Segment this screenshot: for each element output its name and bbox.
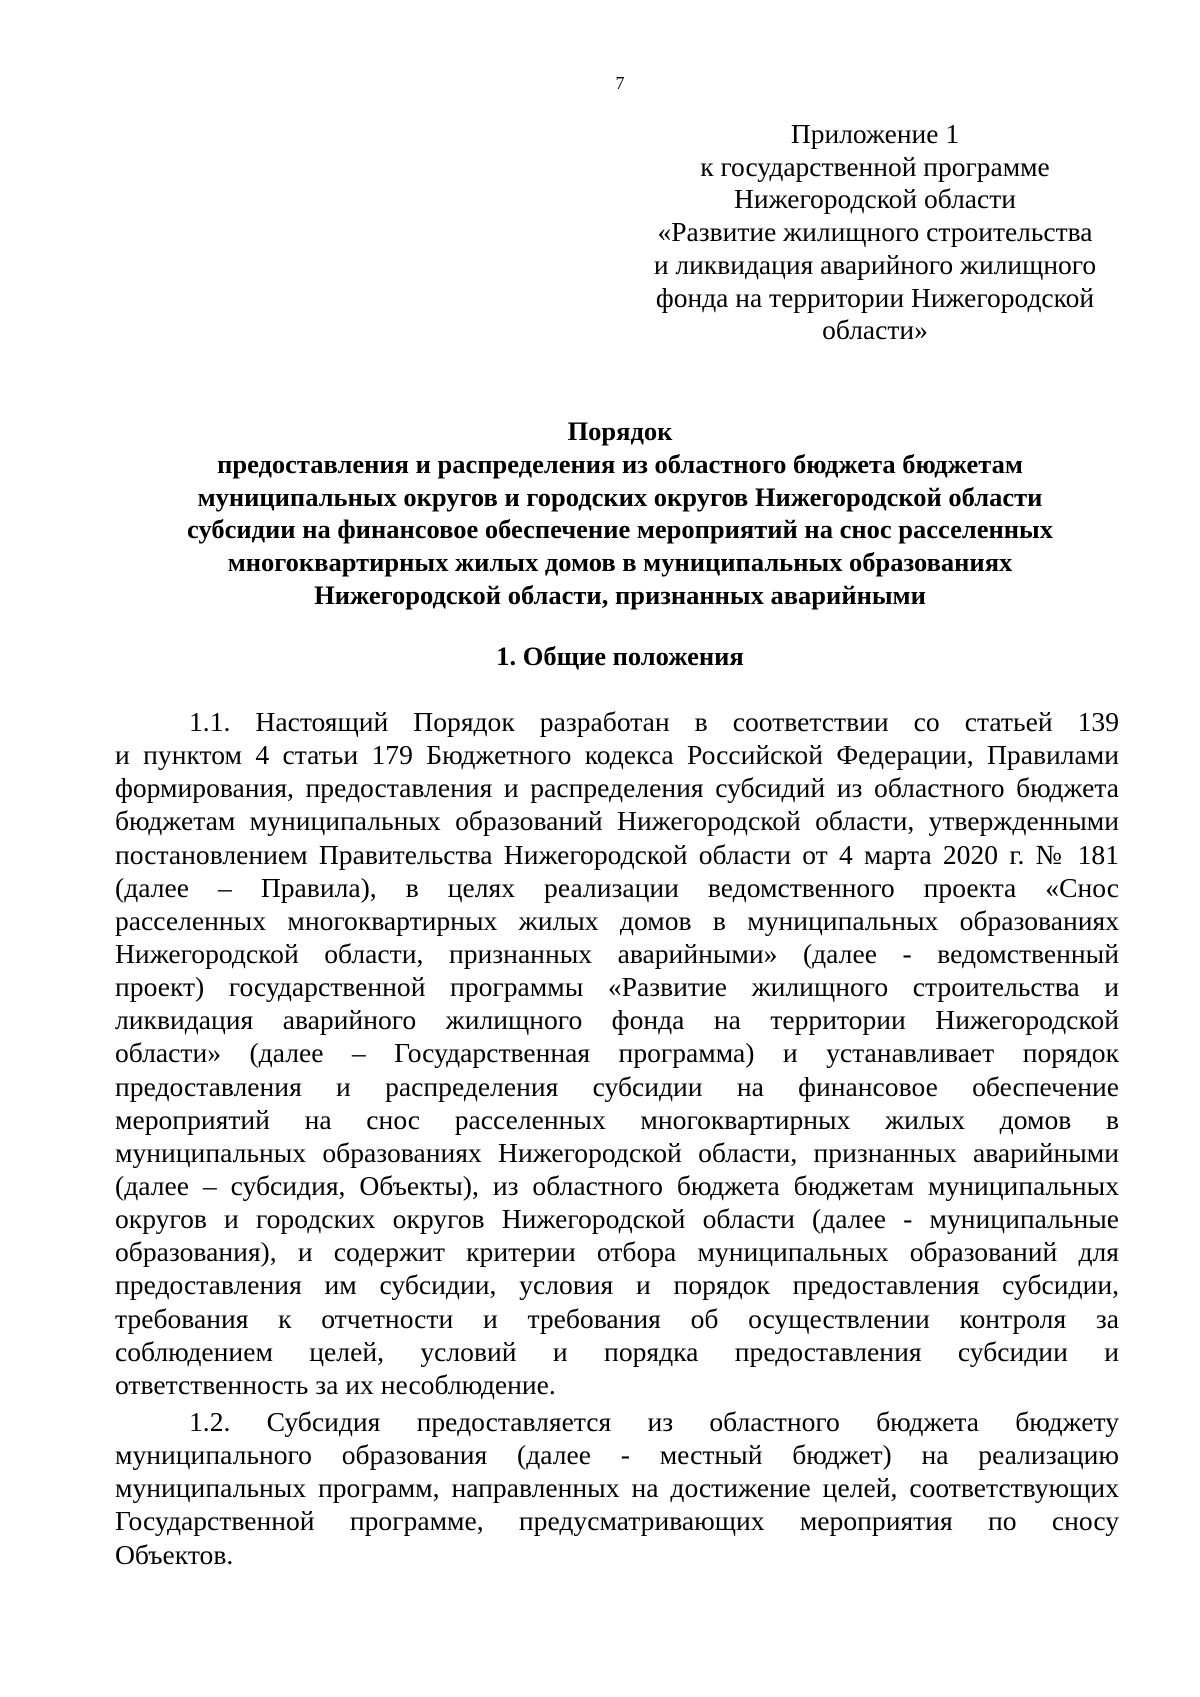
text-line: области» (далее – Государственная программа) и устанавливает порядок bbox=[115, 1037, 1119, 1069]
text-line: требования к отчетности и требования об осуществлении контроля за bbox=[115, 1302, 1119, 1334]
paragraph-1-1 bbox=[115, 705, 1119, 1401]
appendix-line: Нижегородской области bbox=[734, 183, 1016, 215]
title-line: Нижегородской области, признанных аварийными bbox=[314, 579, 926, 610]
title-line: предоставления и распределения из областного бюджета бюджетам bbox=[217, 448, 1023, 479]
text-line: расселенных многоквартирных жилых домов в муниципальных образованиях bbox=[115, 904, 1119, 936]
text-line: ответственность за их несоблюдение. bbox=[115, 1368, 556, 1400]
appendix-line: к государственной программе bbox=[700, 150, 1050, 182]
text-line: проект) государственной программы «Развитие жилищного строительства и bbox=[115, 971, 1119, 1003]
text-line: округов и городских округов Нижегородской области (далее - муниципальные bbox=[115, 1203, 1119, 1235]
text-line: Государственной программе, предусматривающих мероприятия по сносу bbox=[115, 1505, 1119, 1537]
text-line: муниципальных образованиях Нижегородской области, признанных аварийными bbox=[115, 1136, 1119, 1168]
appendix-line: фонда на территории Нижегородской bbox=[655, 281, 1095, 313]
text-line: 1.2. Субсидия предоставляется из областного бюджета бюджету bbox=[189, 1406, 1119, 1437]
text-line: постановлением Правительства Нижегородской области от 4 марта 2020 г. № 181 bbox=[115, 838, 1119, 870]
text-line: (далее – Правила), в целях реализации ведомственного проекта «Снос bbox=[115, 871, 1119, 903]
appendix-block bbox=[640, 118, 1110, 347]
text-line: и пунктом 4 статьи 179 Бюджетного кодекса Российской Федерации, Правилами bbox=[115, 739, 1119, 771]
document-title bbox=[100, 415, 1140, 612]
title-line: Порядок bbox=[567, 416, 673, 446]
appendix-line: Приложение 1 bbox=[790, 118, 960, 149]
text-line: образования), и содержит критерии отбора муниципальных образований для bbox=[115, 1236, 1119, 1268]
text-line: ликвидация аварийного жилищного фонда на территории Нижегородской bbox=[115, 1004, 1119, 1036]
text-line: (далее – субсидия, Объекты), из областного бюджета бюджетам муниципальных bbox=[115, 1169, 1119, 1201]
text-line: Объектов. bbox=[115, 1538, 234, 1570]
text-line: предоставления и распределения субсидии на финансовое обеспечение bbox=[115, 1070, 1119, 1102]
appendix-line: области» bbox=[822, 314, 928, 346]
text-line: муниципальных программ, направленных на достижение целей, соответствующих bbox=[115, 1472, 1119, 1504]
appendix-line: и ликвидация аварийного жилищного bbox=[653, 248, 1097, 280]
appendix-line: «Развитие жилищного строительства bbox=[657, 216, 1093, 248]
page-number: 7 bbox=[615, 73, 625, 93]
text-line: муниципального образования (далее - местный бюджет) на реализацию bbox=[115, 1439, 1119, 1471]
text-line: предоставления им субсидии, условия и порядок предоставления субсидии, bbox=[115, 1269, 1119, 1301]
paragraph-1-2 bbox=[115, 1405, 1119, 1571]
text-line: соблюдением целей, условий и порядка предоставления субсидии и bbox=[115, 1335, 1119, 1367]
title-line: субсидии на финансовое обеспечение мероприятий на снос расселенных bbox=[187, 514, 1053, 545]
section-heading: 1. Общие положения bbox=[496, 641, 744, 671]
text-line: 1.1. Настоящий Порядок разработан в соответствии со статьей 139 bbox=[189, 706, 1119, 737]
text-line: мероприятий на снос расселенных многоквартирных жилых домов в bbox=[115, 1103, 1119, 1135]
title-line: многоквартирных жилых домов в муниципальных образованиях bbox=[227, 547, 1013, 578]
text-line: формирования, предоставления и распределения субсидий из областного бюджета bbox=[115, 772, 1119, 804]
title-line: муниципальных округов и городских округов Нижегородской области bbox=[197, 481, 1043, 512]
text-line: бюджетам муниципальных образований Нижегородской области, утвержденными bbox=[115, 805, 1119, 837]
text-line: Нижегородской области, признанных аварийными» (далее - ведомственный bbox=[115, 937, 1119, 969]
